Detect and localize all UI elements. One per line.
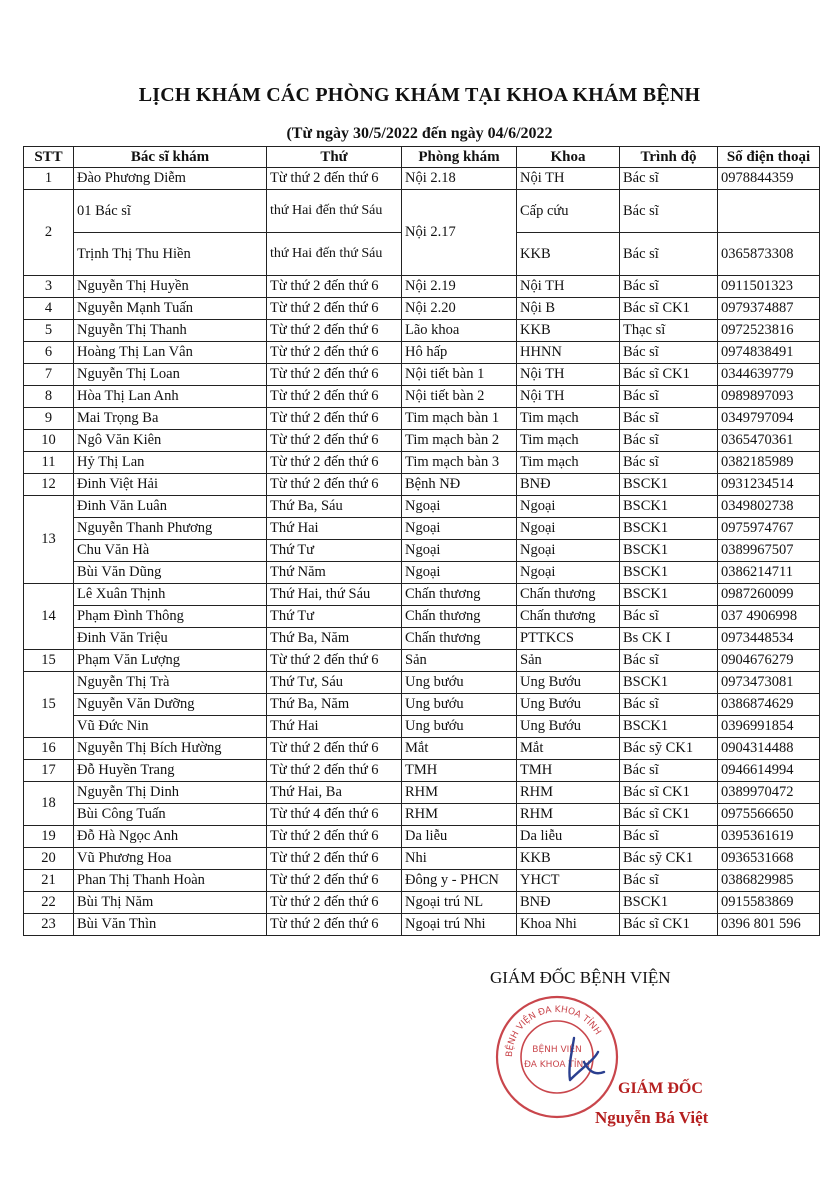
cell-doctor: Đỗ Huyền Trang	[74, 760, 267, 782]
cell-day: Thứ Tư, Sáu	[267, 672, 402, 694]
cell-phone: 0386874629	[718, 694, 820, 716]
cell-stt: 8	[24, 386, 74, 408]
cell-department: BNĐ	[517, 474, 620, 496]
cell-clinic: Ngoại trú Nhi	[402, 914, 517, 936]
table-row	[24, 760, 820, 782]
cell-clinic: Nội tiết bàn 1	[402, 364, 517, 386]
cell-stt: 11	[24, 452, 74, 474]
cell-phone: 0904676279	[718, 650, 820, 672]
cell-doctor: Nguyễn Thị Trà	[74, 672, 267, 694]
cell-department: Ngoại	[517, 496, 620, 518]
cell-doctor: Nguyễn Thị Loan	[74, 364, 267, 386]
cell-day: Thứ Hai, Ba	[267, 782, 402, 804]
cell-phone: 0975566650	[718, 804, 820, 826]
cell-phone: 0349802738	[718, 496, 820, 518]
cell-phone: 0972523816	[718, 320, 820, 342]
cell-doctor: Phạm Văn Lượng	[74, 650, 267, 672]
cell-stt: 15	[24, 650, 74, 672]
cell-clinic: Ngoại	[402, 518, 517, 540]
cell-day: Từ thứ 2 đến thứ 6	[267, 870, 402, 892]
cell-clinic: Ngoại	[402, 562, 517, 584]
cell-qualification: Bác sĩ	[620, 408, 718, 430]
table-row	[24, 672, 820, 694]
cell-day: Từ thứ 2 đến thứ 6	[267, 276, 402, 298]
table-row	[24, 738, 820, 760]
table-row	[24, 518, 820, 540]
cell-phone: 0974838491	[718, 342, 820, 364]
signature-role: GIÁM ĐỐC	[618, 1080, 703, 1097]
header-qualification: Trình độ	[620, 147, 718, 168]
table-row	[24, 474, 820, 496]
cell-clinic: Ngoại trú NL	[402, 892, 517, 914]
cell-qualification: Bác sĩ	[620, 760, 718, 782]
cell-phone: 0931234514	[718, 474, 820, 496]
table-row	[24, 826, 820, 848]
signature-title: GIÁM ĐỐC BỆNH VIỆN	[490, 968, 671, 987]
cell-qualification: Bác sĩ	[620, 430, 718, 452]
cell-phone: 0936531668	[718, 848, 820, 870]
cell-day: Từ thứ 4 đến thứ 6	[267, 804, 402, 826]
cell-phone: 0973473081	[718, 672, 820, 694]
table-row	[24, 914, 820, 936]
cell-clinic: Nội 2.19	[402, 276, 517, 298]
cell-phone: 0396 801 596	[718, 914, 820, 936]
cell-qualification: Bác sỹ CK1	[620, 738, 718, 760]
cell-department: Tim mạch	[517, 408, 620, 430]
cell-clinic: Sản	[402, 650, 517, 672]
cell-day: Thứ Ba, Sáu	[267, 496, 402, 518]
cell-qualification: BSCK1	[620, 474, 718, 496]
table-row	[24, 650, 820, 672]
cell-stt: 7	[24, 364, 74, 386]
cell-clinic: Da liễu	[402, 826, 517, 848]
cell-department: PTTKCS	[517, 628, 620, 650]
cell-clinic: Chấn thương	[402, 584, 517, 606]
table-row	[24, 782, 820, 804]
cell-stt: 13	[24, 496, 74, 584]
cell-day: Từ thứ 2 đến thứ 6	[267, 364, 402, 386]
cell-doctor: Phạm Đình Thông	[74, 606, 267, 628]
table-row	[24, 716, 820, 738]
cell-clinic: Tim mạch bàn 2	[402, 430, 517, 452]
cell-doctor: Vũ Đức Nin	[74, 716, 267, 738]
cell-day: Từ thứ 2 đến thứ 6	[267, 298, 402, 320]
cell-qualification: Bác sĩ	[620, 168, 718, 190]
cell-doctor: Ngô Văn Kiên	[74, 430, 267, 452]
cell-day: Thứ Hai	[267, 518, 402, 540]
table-row	[24, 848, 820, 870]
svg-text:BỆNH VIỆN ĐA KHOA TỈNH: BỆNH VIỆN ĐA KHOA TỈNH	[504, 1004, 603, 1058]
cell-doctor: Nguyễn Thị Thanh	[74, 320, 267, 342]
cell-day: Từ thứ 2 đến thứ 6	[267, 892, 402, 914]
cell-day: thứ Hai đến thứ Sáu	[267, 233, 402, 276]
cell-day: thứ Hai đến thứ Sáu	[267, 190, 402, 233]
cell-qualification: BSCK1	[620, 562, 718, 584]
cell-department: KKB	[517, 320, 620, 342]
cell-qualification: Bác sỹ CK1	[620, 848, 718, 870]
cell-department: RHM	[517, 804, 620, 826]
cell-department: Nội TH	[517, 364, 620, 386]
cell-day: Thứ Năm	[267, 562, 402, 584]
cell-day: Từ thứ 2 đến thứ 6	[267, 826, 402, 848]
cell-clinic: Nhi	[402, 848, 517, 870]
cell-stt: 4	[24, 298, 74, 320]
cell-qualification: Bác sĩ	[620, 190, 718, 233]
cell-phone: 0389967507	[718, 540, 820, 562]
cell-day: Từ thứ 2 đến thứ 6	[267, 452, 402, 474]
cell-stt: 14	[24, 584, 74, 650]
cell-doctor: Nguyễn Mạnh Tuấn	[74, 298, 267, 320]
table-row	[24, 892, 820, 914]
cell-day: Từ thứ 2 đến thứ 6	[267, 430, 402, 452]
cell-day: Từ thứ 2 đến thứ 6	[267, 848, 402, 870]
table-row	[24, 628, 820, 650]
cell-clinic: Đông y - PHCN	[402, 870, 517, 892]
cell-phone: 0395361619	[718, 826, 820, 848]
cell-phone: 0386214711	[718, 562, 820, 584]
table-row	[24, 430, 820, 452]
cell-department: Nội TH	[517, 276, 620, 298]
cell-department: BNĐ	[517, 892, 620, 914]
cell-qualification: Bác sĩ	[620, 826, 718, 848]
cell-clinic: Ung bướu	[402, 694, 517, 716]
cell-department: Tim mạch	[517, 430, 620, 452]
cell-department: Da liễu	[517, 826, 620, 848]
cell-day: Từ thứ 2 đến thứ 6	[267, 386, 402, 408]
cell-phone: 0915583869	[718, 892, 820, 914]
table-body	[24, 168, 820, 936]
cell-stt: 19	[24, 826, 74, 848]
cell-doctor: Chu Văn Hà	[74, 540, 267, 562]
cell-phone: 0973448534	[718, 628, 820, 650]
cell-doctor: Trịnh Thị Thu Hiền	[74, 233, 267, 276]
table-row	[24, 870, 820, 892]
cell-department: Mắt	[517, 738, 620, 760]
cell-department: Chấn thương	[517, 606, 620, 628]
header-department: Khoa	[517, 147, 620, 168]
cell-day: Thứ Tư	[267, 540, 402, 562]
cell-clinic: Nội tiết bàn 2	[402, 386, 517, 408]
cell-doctor: Đỗ Hà Ngọc Anh	[74, 826, 267, 848]
cell-department: Nội TH	[517, 168, 620, 190]
cell-clinic: TMH	[402, 760, 517, 782]
cell-stt: 5	[24, 320, 74, 342]
table-header	[24, 147, 820, 168]
signature-name: Nguyễn Bá Việt	[595, 1108, 709, 1127]
table-row	[24, 804, 820, 826]
cell-qualification: BSCK1	[620, 540, 718, 562]
cell-department: KKB	[517, 848, 620, 870]
cell-phone: 0382185989	[718, 452, 820, 474]
table-row	[24, 540, 820, 562]
cell-stt: 16	[24, 738, 74, 760]
cell-qualification: Bác sĩ	[620, 386, 718, 408]
signature-block	[470, 968, 770, 1138]
header-row	[24, 147, 820, 168]
cell-doctor: Hỷ Thị Lan	[74, 452, 267, 474]
cell-day: Thứ Hai, thứ Sáu	[267, 584, 402, 606]
cell-doctor: Nguyễn Thanh Phương	[74, 518, 267, 540]
page-title: LỊCH KHÁM CÁC PHÒNG KHÁM TẠI KHOA KHÁM BỆNH	[138, 84, 701, 106]
svg-text:BỆNH VIỆN: BỆNH VIỆN	[532, 1045, 582, 1055]
cell-clinic: RHM	[402, 804, 517, 826]
cell-department: Ngoại	[517, 562, 620, 584]
cell-clinic: Hô hấp	[402, 342, 517, 364]
cell-qualification: Bác sĩ CK1	[620, 364, 718, 386]
cell-clinic: Lão khoa	[402, 320, 517, 342]
cell-doctor: 01 Bác sĩ	[74, 190, 267, 233]
cell-department: Sản	[517, 650, 620, 672]
cell-phone: 0389970472	[718, 782, 820, 804]
cell-stt: 3	[24, 276, 74, 298]
cell-phone: 0904314488	[718, 738, 820, 760]
cell-day: Thứ Ba, Năm	[267, 694, 402, 716]
cell-stt: 15	[24, 672, 74, 738]
svg-text:ĐA KHOA TỈNH: ĐA KHOA TỈNH	[523, 1060, 591, 1070]
cell-day: Từ thứ 2 đến thứ 6	[267, 408, 402, 430]
cell-doctor: Hòa Thị Lan Anh	[74, 386, 267, 408]
cell-day: Thứ Hai	[267, 716, 402, 738]
table-row	[24, 694, 820, 716]
cell-day: Từ thứ 2 đến thứ 6	[267, 914, 402, 936]
cell-day: Từ thứ 2 đến thứ 6	[267, 760, 402, 782]
cell-qualification: BSCK1	[620, 584, 718, 606]
cell-doctor: Đinh Văn Triệu	[74, 628, 267, 650]
header-clinic: Phòng khám	[402, 147, 517, 168]
cell-qualification: Bác sĩ	[620, 233, 718, 276]
cell-stt: 9	[24, 408, 74, 430]
cell-stt: 17	[24, 760, 74, 782]
table-row	[24, 562, 820, 584]
cell-qualification: Bác sĩ	[620, 452, 718, 474]
cell-department: Ung Bướu	[517, 672, 620, 694]
cell-qualification: Bác sĩ	[620, 606, 718, 628]
cell-department: KKB	[517, 233, 620, 276]
cell-clinic: Ngoại	[402, 540, 517, 562]
cell-doctor: Hoàng Thị Lan Vân	[74, 342, 267, 364]
cell-day: Từ thứ 2 đến thứ 6	[267, 342, 402, 364]
schedule-table	[23, 146, 820, 936]
table-row	[24, 320, 820, 342]
cell-department: Ngoại	[517, 540, 620, 562]
cell-day: Từ thứ 2 đến thứ 6	[267, 650, 402, 672]
cell-doctor: Bùi Thị Năm	[74, 892, 267, 914]
cell-doctor: Nguyễn Thị Huyền	[74, 276, 267, 298]
table-row	[24, 190, 820, 233]
cell-department: RHM	[517, 782, 620, 804]
cell-doctor: Nguyễn Thị Bích Hường	[74, 738, 267, 760]
cell-qualification: Bs CK I	[620, 628, 718, 650]
cell-phone: 0975974767	[718, 518, 820, 540]
cell-stt: 23	[24, 914, 74, 936]
cell-clinic: Mắt	[402, 738, 517, 760]
header-day: Thứ	[267, 147, 402, 168]
cell-day: Từ thứ 2 đến thứ 6	[267, 320, 402, 342]
table-row	[24, 276, 820, 298]
cell-stt: 20	[24, 848, 74, 870]
cell-qualification: BSCK1	[620, 672, 718, 694]
cell-doctor: Đinh Văn Luân	[74, 496, 267, 518]
date-range-subtitle: (Từ ngày 30/5/2022 đến ngày 04/6/2022	[286, 125, 553, 142]
cell-department: Nội TH	[517, 386, 620, 408]
cell-phone	[718, 190, 820, 233]
cell-qualification: Bác sĩ	[620, 276, 718, 298]
cell-day: Từ thứ 2 đến thứ 6	[267, 738, 402, 760]
cell-clinic: Chấn thương	[402, 606, 517, 628]
cell-phone: 0365873308	[718, 233, 820, 276]
cell-department: Chấn thương	[517, 584, 620, 606]
cell-stt: 1	[24, 168, 74, 190]
cell-department: Ung Bướu	[517, 694, 620, 716]
header-phone: Số điện thoại	[718, 147, 820, 168]
cell-qualification: Bác sĩ CK1	[620, 914, 718, 936]
cell-stt: 12	[24, 474, 74, 496]
cell-department: Nội B	[517, 298, 620, 320]
cell-qualification: BSCK1	[620, 496, 718, 518]
cell-doctor: Vũ Phương Hoa	[74, 848, 267, 870]
cell-phone: 0386829985	[718, 870, 820, 892]
cell-phone: 0344639779	[718, 364, 820, 386]
cell-qualification: Bác sĩ CK1	[620, 782, 718, 804]
cell-qualification: Bác sĩ	[620, 870, 718, 892]
cell-clinic: Ung bướu	[402, 672, 517, 694]
cell-stt: 2	[24, 190, 74, 276]
cell-phone: 0349797094	[718, 408, 820, 430]
cell-day: Từ thứ 2 đến thứ 6	[267, 474, 402, 496]
cell-day: Thứ Tư	[267, 606, 402, 628]
cell-phone: 0978844359	[718, 168, 820, 190]
cell-doctor: Mai Trọng Ba	[74, 408, 267, 430]
cell-clinic: Chấn thương	[402, 628, 517, 650]
cell-clinic: Ung bướu	[402, 716, 517, 738]
table-row	[24, 168, 820, 190]
cell-stt: 18	[24, 782, 74, 826]
cell-stt: 22	[24, 892, 74, 914]
cell-qualification: BSCK1	[620, 892, 718, 914]
cell-phone: 0987260099	[718, 584, 820, 606]
cell-qualification: Thạc sĩ	[620, 320, 718, 342]
cell-stt: 6	[24, 342, 74, 364]
cell-department: Ngoại	[517, 518, 620, 540]
hospital-seal-stamp	[490, 990, 625, 1125]
cell-clinic: Bệnh NĐ	[402, 474, 517, 496]
cell-clinic: Nội 2.17	[402, 190, 517, 276]
cell-phone: 0989897093	[718, 386, 820, 408]
table-row	[24, 298, 820, 320]
cell-department: Tim mạch	[517, 452, 620, 474]
table-row	[24, 452, 820, 474]
cell-doctor: Nguyễn Thị Dinh	[74, 782, 267, 804]
cell-phone: 0365470361	[718, 430, 820, 452]
cell-qualification: Bác sĩ CK1	[620, 298, 718, 320]
cell-day: Thứ Ba, Năm	[267, 628, 402, 650]
cell-phone: 0911501323	[718, 276, 820, 298]
cell-department: YHCT	[517, 870, 620, 892]
table-row	[24, 364, 820, 386]
cell-phone: 0946614994	[718, 760, 820, 782]
cell-department: Cấp cứu	[517, 190, 620, 233]
cell-clinic: Nội 2.20	[402, 298, 517, 320]
cell-qualification: Bác sĩ	[620, 342, 718, 364]
cell-department: Ung Bướu	[517, 716, 620, 738]
cell-stt: 10	[24, 430, 74, 452]
table-row	[24, 496, 820, 518]
table-row	[24, 584, 820, 606]
cell-doctor: Nguyễn Văn Dưỡng	[74, 694, 267, 716]
cell-clinic: Tim mạch bàn 3	[402, 452, 517, 474]
cell-doctor: Phan Thị Thanh Hoàn	[74, 870, 267, 892]
table-row	[24, 342, 820, 364]
cell-qualification: Bác sĩ	[620, 694, 718, 716]
cell-phone: 0979374887	[718, 298, 820, 320]
cell-department: Khoa Nhi	[517, 914, 620, 936]
cell-qualification: Bác sĩ CK1	[620, 804, 718, 826]
cell-qualification: BSCK1	[620, 518, 718, 540]
cell-qualification: BSCK1	[620, 716, 718, 738]
cell-clinic: Tim mạch bàn 1	[402, 408, 517, 430]
cell-phone: 0396991854	[718, 716, 820, 738]
cell-qualification: Bác sĩ	[620, 650, 718, 672]
cell-clinic: Ngoại	[402, 496, 517, 518]
header-stt: STT	[24, 147, 74, 168]
cell-day: Từ thứ 2 đến thứ 6	[267, 168, 402, 190]
cell-doctor: Đào Phương Diễm	[74, 168, 267, 190]
table-row	[24, 386, 820, 408]
cell-department: TMH	[517, 760, 620, 782]
cell-phone: 037 4906998	[718, 606, 820, 628]
cell-clinic: Nội 2.18	[402, 168, 517, 190]
cell-doctor: Bùi Văn Dũng	[74, 562, 267, 584]
cell-stt: 21	[24, 870, 74, 892]
table-row	[24, 606, 820, 628]
table-row	[24, 408, 820, 430]
cell-clinic: RHM	[402, 782, 517, 804]
cell-doctor: Đinh Việt Hải	[74, 474, 267, 496]
cell-doctor: Bùi Công Tuấn	[74, 804, 267, 826]
cell-doctor: Lê Xuân Thịnh	[74, 584, 267, 606]
cell-doctor: Bùi Văn Thìn	[74, 914, 267, 936]
header-doctor: Bác sĩ khám	[74, 147, 267, 168]
cell-department: HHNN	[517, 342, 620, 364]
